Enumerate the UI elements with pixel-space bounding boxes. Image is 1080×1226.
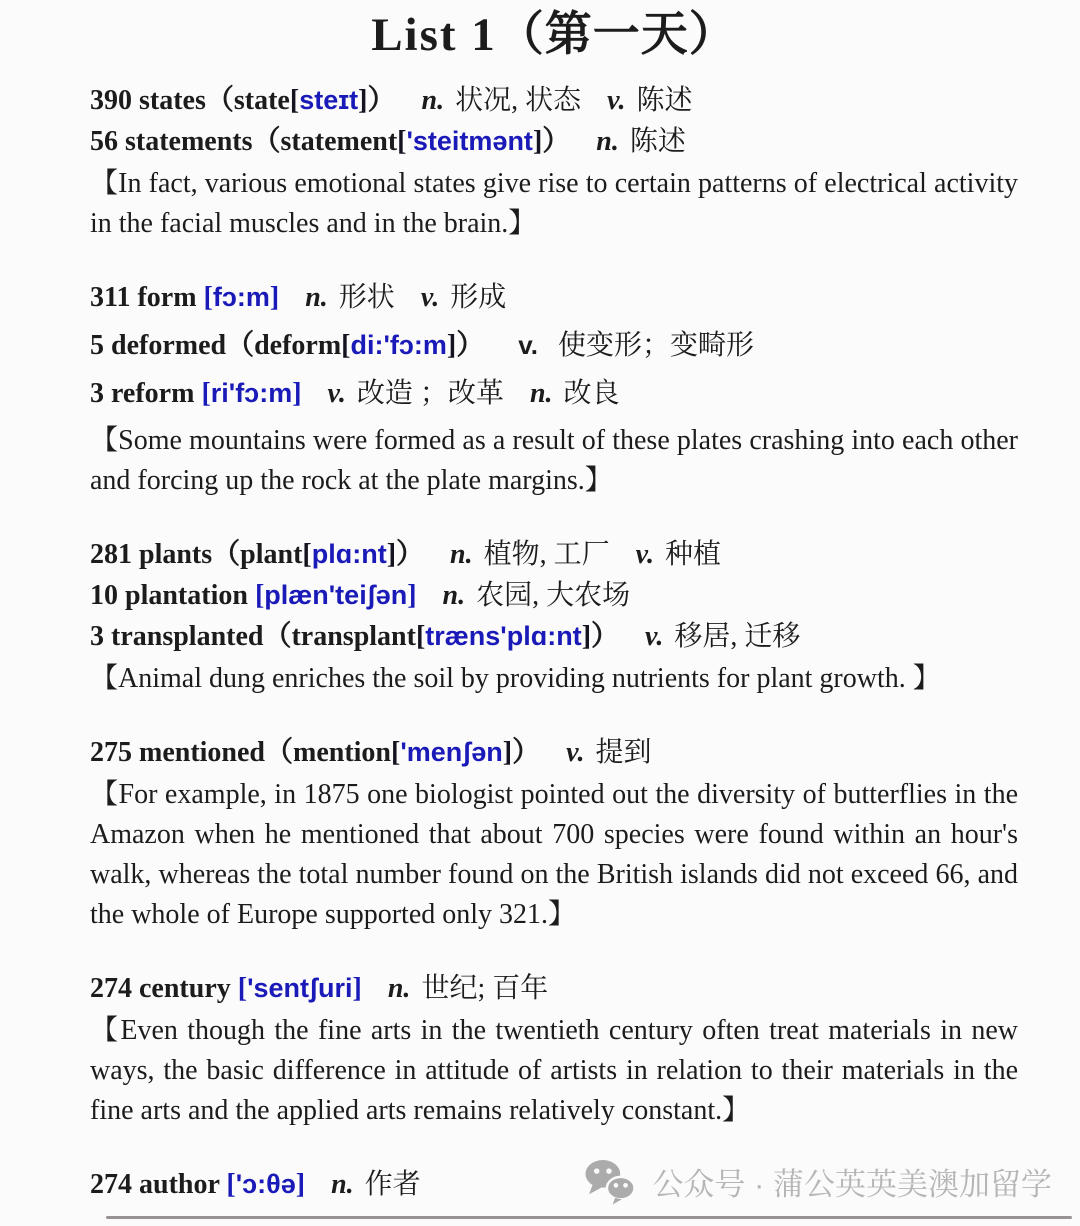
ipa-open-bracket: [ (254, 580, 265, 611)
word-baseform: （plant (212, 539, 303, 570)
chinese-gloss: 改良 (563, 378, 620, 409)
ipa-close-bracket: ] (292, 378, 302, 409)
word-baseform-close: ） (542, 126, 571, 157)
part-of-speech: n. (450, 539, 473, 570)
word-baseform-close: ） (591, 621, 620, 652)
ipa-open-bracket: [ (415, 621, 426, 652)
ipa-open-bracket: [ (237, 973, 248, 1004)
word-entry (90, 121, 1018, 162)
chinese-gloss: 农园, 大农场 (476, 580, 631, 611)
ipa-close-bracket: ] (358, 85, 368, 116)
chinese-gloss: 形状 (338, 282, 395, 313)
word-headline (90, 737, 391, 768)
example-sentence: 【Some mountains were formed as a result of these plates crashing into each other and forcing up the rock at the plate margins.】 (90, 425, 1018, 496)
ipa-open-bracket: [ (201, 378, 211, 409)
chinese-gloss: 形成 (450, 282, 507, 313)
word-entry (90, 277, 1018, 318)
ipa-close-bracket: ] (532, 126, 543, 157)
word-entry (90, 616, 1018, 657)
word-baseform: （transplant (263, 621, 416, 652)
word-headword: statements (125, 126, 253, 157)
chinese-gloss: 种植 (665, 539, 722, 570)
word-group (90, 968, 1018, 1131)
part-of-speech: v. (607, 85, 626, 116)
ipa-close-bracket: ] (446, 330, 457, 361)
word-headword: plantation (125, 580, 248, 611)
ipa-pronunciation: plɑ:nt (311, 539, 387, 569)
word-baseform: （statement (252, 126, 398, 157)
word-frequency: 311 (90, 282, 131, 313)
example-sentence: 【Even though the fine arts in the twentieth century often treat materials in new ways, the basic difference in attitude of artists in relation to their materials in the fine arts and the applied arts remains relatively constant.】 (90, 1015, 1018, 1126)
word-baseform-close: ） (456, 330, 485, 361)
part-of-speech: n. (421, 85, 445, 116)
ipa-close-bracket: ] (352, 973, 362, 1004)
word-headword: author (139, 1169, 220, 1200)
part-of-speech: v. (518, 330, 539, 360)
word-frequency: 3 (90, 621, 104, 652)
word-headword: reform (111, 378, 195, 409)
example-sentence: 【Animal dung enriches the soil by providing nutrients for plant growth. 】 (90, 663, 941, 694)
part-of-speech: v. (566, 737, 585, 768)
part-of-speech: n. (305, 282, 328, 313)
chinese-gloss: 植物, 工厂 (483, 539, 610, 570)
ipa-open-bracket: [ (289, 85, 300, 116)
part-of-speech: n. (529, 378, 553, 409)
word-entry (90, 80, 1018, 121)
watermark-text: 公众号 · 蒲公英英美澳加留学 (652, 1167, 1052, 1202)
ipa-open-bracket: [ (226, 1169, 236, 1200)
page-title-cjk: （第一天） (496, 9, 737, 61)
word-headword: plants (139, 539, 213, 570)
ipa-open-bracket: [ (203, 282, 213, 313)
word-headword: form (137, 282, 197, 313)
word-baseform-close: ） (367, 85, 396, 116)
word-headline (90, 378, 201, 409)
ipa-pronunciation: 'menʃən (400, 737, 503, 767)
word-headword: mentioned (139, 737, 265, 768)
word-headline (90, 973, 238, 1004)
part-of-speech: n. (387, 973, 411, 1004)
word-frequency: 274 (90, 973, 132, 1004)
chinese-gloss: 提到 (595, 737, 652, 768)
ipa-pronunciation: di:'fɔ:m (350, 330, 447, 360)
ipa-pronunciation: plæn'teiʃən (264, 580, 408, 610)
part-of-speech: v. (327, 378, 346, 409)
ipa-open-bracket: [ (391, 737, 401, 768)
chinese-gloss: 陈述 (636, 85, 693, 116)
word-headline (90, 1169, 226, 1200)
chinese-gloss: 改造 ；改革 (356, 378, 504, 409)
ipa-close-bracket: ] (407, 580, 417, 611)
ipa-pronunciation: steɪt (299, 85, 359, 115)
word-frequency: 281 (90, 539, 132, 570)
watermark (582, 1158, 1052, 1205)
word-frequency: 275 (90, 737, 132, 768)
word-headline (90, 126, 397, 157)
page-title (90, 4, 1018, 66)
ipa-pronunciation: 'sentʃuri (247, 973, 353, 1003)
ipa-open-bracket: [ (302, 539, 312, 570)
word-headline (90, 330, 341, 361)
word-group (90, 732, 1018, 935)
word-frequency: 56 (90, 126, 118, 157)
part-of-speech: v. (645, 621, 664, 652)
word-frequency: 274 (90, 1169, 132, 1200)
chinese-gloss: 作者 (364, 1169, 421, 1200)
ipa-pronunciation: 'steitmənt (406, 126, 533, 156)
word-group (90, 80, 1018, 244)
ipa-open-bracket: [ (341, 330, 351, 361)
ipa-pronunciation: fɔ:m (212, 282, 270, 312)
example-sentence: 【In fact, various emotional states give rise to certain patterns of electrical activity in the facial muscles and in the brain.】 (90, 168, 1018, 239)
word-headline (90, 539, 302, 570)
chinese-gloss: 陈述 (629, 126, 686, 157)
word-baseform: （state (205, 85, 290, 116)
part-of-speech: n. (331, 1169, 354, 1200)
word-headword: transplanted (111, 621, 264, 652)
word-headword: deformed (111, 330, 227, 361)
word-baseform-close: ） (396, 539, 425, 570)
chinese-gloss: 使变形；变畸形 (558, 330, 755, 361)
part-of-speech: n. (596, 126, 619, 157)
ipa-open-bracket: [ (397, 126, 407, 157)
ipa-close-bracket: ] (386, 539, 397, 570)
ipa-pronunciation: ri'fɔ:m (210, 378, 293, 408)
word-entry (90, 373, 1018, 414)
chinese-gloss: 移居, 迁移 (674, 621, 801, 652)
ipa-close-bracket: ] (502, 737, 513, 768)
chinese-gloss: 状况, 状态 (455, 85, 582, 116)
word-headword: states (139, 85, 206, 116)
example-sentence: 【For example, in 1875 one biologist pointed out the diversity of butterflies in the Amazon when he mentioned that about 700 species were found within an hour's walk, whereas the total number found on the British islands did not exceed 66, and the whole of Europe supported only 321.】 (90, 779, 1018, 930)
word-entry (90, 325, 1018, 366)
wechat-icon (582, 1158, 638, 1205)
word-group (90, 277, 1018, 501)
ipa-pronunciation: 'ɔ:θə (235, 1169, 296, 1199)
ipa-close-bracket: ] (581, 621, 592, 652)
ipa-close-bracket: ] (295, 1169, 306, 1200)
word-frequency: 390 (90, 85, 132, 116)
bottom-divider (106, 1216, 1072, 1219)
word-headline (90, 580, 255, 611)
page-title-latin: List 1 (371, 9, 497, 61)
part-of-speech: n. (442, 580, 466, 611)
chinese-gloss: 世纪; 百年 (421, 973, 549, 1004)
word-entry (90, 534, 1018, 575)
word-baseform: （mention (265, 737, 392, 768)
word-baseform: （deform (226, 330, 342, 361)
word-entry (90, 968, 1018, 1009)
word-headword: century (139, 973, 231, 1004)
word-headline (90, 621, 416, 652)
word-frequency: 3 (90, 378, 104, 409)
word-frequency: 5 (90, 330, 104, 361)
word-entry (90, 732, 1018, 773)
ipa-close-bracket: ] (269, 282, 280, 313)
part-of-speech: v. (420, 282, 440, 313)
ipa-pronunciation: træns'plɑ:nt (425, 621, 582, 651)
part-of-speech: v. (635, 539, 655, 570)
word-entry (90, 575, 1018, 616)
word-list (90, 80, 1018, 1205)
word-headline (90, 282, 204, 313)
word-frequency: 10 (90, 580, 118, 611)
word-group (90, 534, 1018, 699)
word-baseform-close: ） (512, 737, 541, 768)
word-headline (90, 85, 290, 116)
